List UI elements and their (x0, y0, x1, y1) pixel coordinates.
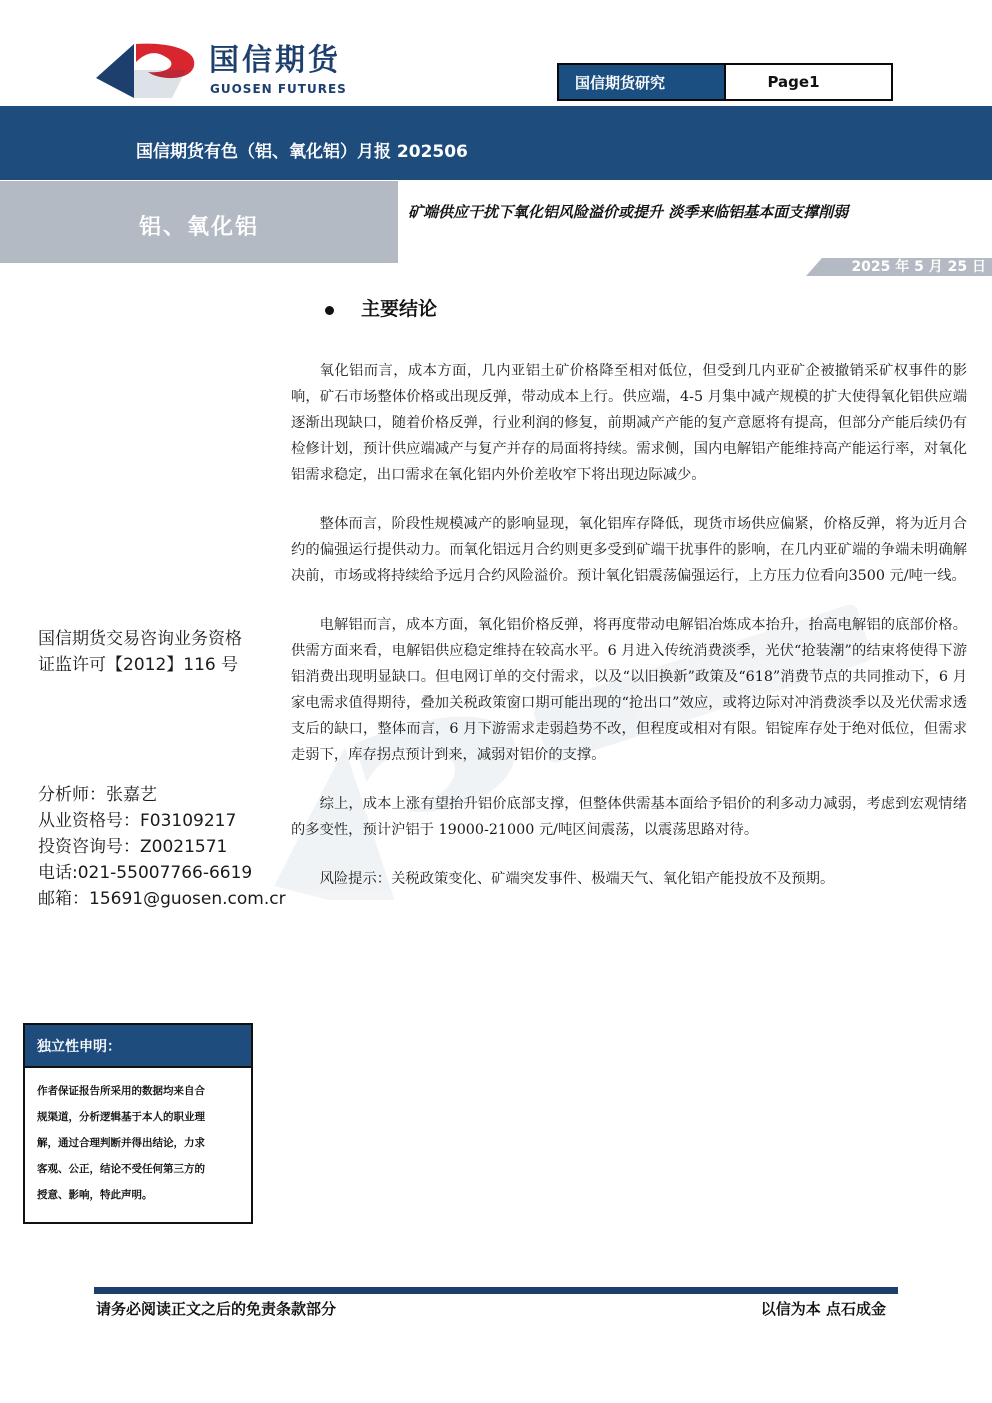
independence-line: 客观、公正，结论不受任何第三方的 (37, 1163, 205, 1175)
report-date: 2025 年 5 月 25 日 (851, 259, 986, 275)
independence-line: 解，通过合理判断并得出结论，力求 (37, 1137, 205, 1149)
independence-line: 作者保证报告所采用的数据均来自合 (37, 1085, 205, 1097)
license-line-1: 国信期货交易咨询业务资格 (38, 629, 242, 649)
analyst-qualification: 从业资格号：F03109217 (38, 811, 237, 831)
independence-title: 独立性申明： (25, 1025, 251, 1068)
paragraph-alumina: 氧化铝而言，成本方面，几内亚铝土矿价格降至相对低位，但受到几内亚矿企被撤销采矿权事件的影响，矿石市场整体价格或出现反弹，带动成本上行。供应端，4-5 月集中减产规模的扩大使得氧化铝供应端逐渐出现缺口，随着价格反弹，行业利润的修复，前期减产产能的复产意愿将有提高，但部分产能后续仍有检修计划，预计供应端减产与复产并存的局面将持续。需求侧，国内电解铝产能维持高产能运行率，对氧化铝需求稳定，出口需求在氧化铝内外价差收窄下将出现边际减少。 (291, 363, 967, 483)
brand-name-en: GUOSEN FUTURES (210, 82, 347, 96)
brand-name-cn: 国信期货 (209, 43, 341, 78)
independence-line: 授意、影响，特此声明。 (37, 1189, 153, 1201)
section-heading: 主要结论 (361, 298, 438, 320)
paragraph-aluminum: 电解铝而言，成本方面，氧化铝价格反弹，将再度带动电解铝冶炼成本抬升，抬高电解铝的底部价格。供需方面来看，电解铝供应稳定维持在较高水平。6 月进入传统消费淡季，光伏“抢装潮”的结束将使得下游铝消费出现明显缺口。但电网订单的交付需求，以及“以旧换新”政策及“618”消费节点的共同推动下，6 月家电需求值得期待，叠加关税政策窗口期可能出现的“抢出口”效应，或将边际对冲消费淡季以及光伏需求透支后的缺口，整体而言，6 月下游需求走弱趋势不改，但程度或相对有限。铝锭库存处于绝对低位，但需求走弱下，库存拐点预计到来，减弱对铝价的支撑。 (291, 617, 967, 763)
guosen-logo-icon (94, 40, 200, 100)
report-subtitle: 矿端供应干扰下氧化铝风险溢价或提升 淡季来临铝基本面支撑削弱 (408, 203, 849, 221)
license-line-2: 证监许可【2012】116 号 (38, 655, 239, 675)
report-title: 国信期货有色（铝、氧化铝）月报 202506 (136, 142, 468, 162)
dept-label: 国信期货研究 (559, 65, 726, 99)
license-info (38, 626, 283, 678)
page-number: Page1 (767, 73, 820, 91)
paragraph-overall: 综上，成本上涨有望抬升铝价底部支撑，但整体供需基本面给予铝价的利多动力减弱，考虑到宏观情绪的多变性，预计沪铝于 19000-21000 元/吨区间震荡，以震荡思路对待。 (291, 796, 967, 838)
footer-rule (94, 1287, 898, 1294)
conclusion-body (291, 358, 967, 915)
independence-text (25, 1068, 251, 1208)
footer-slogan: 以信为本 点石成金 (760, 1300, 886, 1318)
analyst-info (38, 782, 288, 912)
header-box (557, 63, 893, 101)
paragraph-risk: 风险提示：关税政策变化、矿端突发事件、极端天气、氧化铝产能投放不及预期。 (319, 871, 835, 887)
analyst-name: 分析师：张嘉艺 (38, 785, 157, 805)
bullet-icon (325, 306, 334, 315)
footer-disclaimer: 请务必阅读正文之后的免责条款部分 (96, 1300, 337, 1318)
sector-label: 铝、氧化铝 (138, 215, 259, 240)
independence-line: 规渠道，分析逻辑基于本人的职业理 (37, 1111, 205, 1123)
analyst-phone: 电话:021-55007766-6619 (38, 863, 253, 883)
independence-statement (23, 1023, 253, 1224)
paragraph-alumina-summary: 整体而言，阶段性规模减产的影响显现，氧化铝库存降低，现货市场供应偏紧，价格反弹，将为近月合约的偏强运行提供动力。而氧化铝远月合约则更多受到矿端干扰事件的影响，在几内亚矿端的争端未明确解决前，市场或将持续给予远月合约风险溢价。预计氧化铝震荡偏强运行，上方压力位看向3500 元/吨一线。 (291, 516, 967, 584)
analyst-consulting-id: 投资咨询号：Z0021571 (38, 837, 228, 857)
analyst-email[interactable]: 邮箱：15691@guosen.com.cr (38, 889, 286, 909)
